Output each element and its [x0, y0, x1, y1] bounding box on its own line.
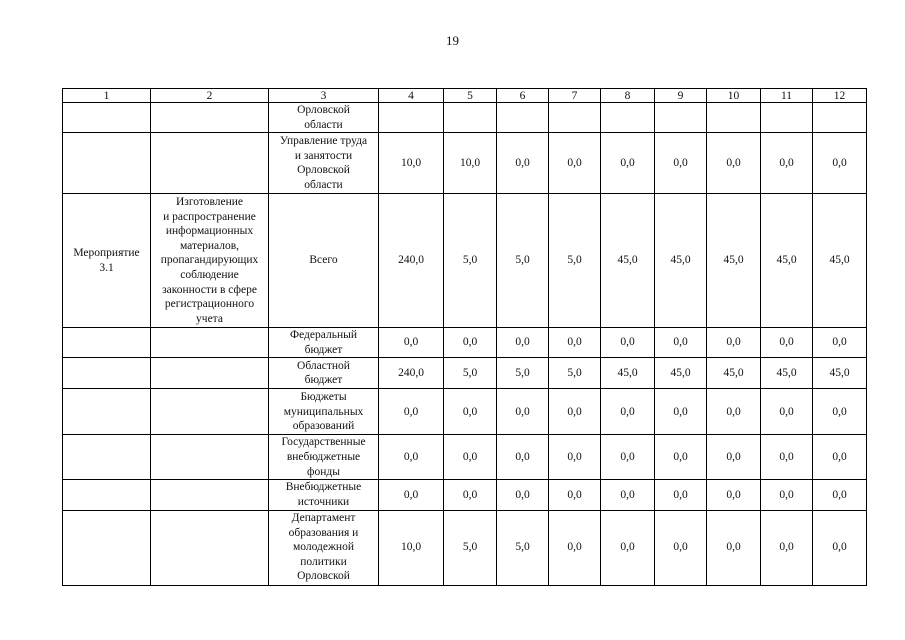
column-header-5: 5: [444, 89, 497, 103]
value-cell-col-10: 0,0: [707, 435, 761, 480]
item-description-cell: Изготовление и распространение информационных материалов, пропагандирующих соблюдение законности в сфере регистрационного учета: [151, 194, 269, 328]
item-description-cell: [151, 510, 269, 585]
value-cell-col-7: 0,0: [549, 328, 601, 358]
value-cell-col-8: 0,0: [601, 435, 655, 480]
value-cell-col-7: 0,0: [549, 133, 601, 194]
table-row: [63, 103, 867, 133]
program-item-cell: [63, 358, 151, 389]
header-row: [63, 89, 867, 103]
funding-source-cell: Орловской области: [269, 103, 379, 133]
column-header-11: 11: [761, 89, 813, 103]
item-description-cell: [151, 435, 269, 480]
value-cell-col-10: 45,0: [707, 358, 761, 389]
value-cell-col-11: 0,0: [761, 435, 813, 480]
value-cell-col-8: 45,0: [601, 194, 655, 328]
value-cell-col-10: 0,0: [707, 328, 761, 358]
column-header-10: 10: [707, 89, 761, 103]
value-cell-col-5: 0,0: [444, 480, 497, 510]
table-body: [63, 103, 867, 586]
value-cell-col-12: 0,0: [813, 328, 867, 358]
table-row: [63, 328, 867, 358]
value-cell-col-10: 0,0: [707, 510, 761, 585]
value-cell-col-6: 0,0: [497, 435, 549, 480]
table-row: [63, 133, 867, 194]
program-item-cell: [63, 328, 151, 358]
value-cell-col-4: 240,0: [379, 358, 444, 389]
value-cell-col-7: [549, 103, 601, 133]
program-item-cell: [63, 510, 151, 585]
value-cell-col-5: [444, 103, 497, 133]
funding-source-cell: Областной бюджет: [269, 358, 379, 389]
value-cell-col-12: 0,0: [813, 435, 867, 480]
value-cell-col-9: 45,0: [655, 358, 707, 389]
value-cell-col-8: 45,0: [601, 358, 655, 389]
value-cell-col-9: 45,0: [655, 194, 707, 328]
item-description-cell: [151, 328, 269, 358]
value-cell-col-8: 0,0: [601, 389, 655, 435]
program-item-cell: Мероприятие 3.1: [63, 194, 151, 328]
value-cell-col-5: 5,0: [444, 358, 497, 389]
table-row: [63, 435, 867, 480]
table-row: [63, 389, 867, 435]
program-item-cell: [63, 133, 151, 194]
item-description-cell: [151, 389, 269, 435]
item-description-cell: [151, 480, 269, 510]
page-number: 19: [446, 33, 459, 48]
value-cell-col-4: 0,0: [379, 480, 444, 510]
value-cell-col-6: 5,0: [497, 510, 549, 585]
column-header-3: 3: [269, 89, 379, 103]
program-item-cell: [63, 435, 151, 480]
value-cell-col-10: [707, 103, 761, 133]
value-cell-col-11: 0,0: [761, 328, 813, 358]
funding-source-cell: Всего: [269, 194, 379, 328]
value-cell-col-7: 0,0: [549, 389, 601, 435]
value-cell-col-9: 0,0: [655, 133, 707, 194]
table-row: [63, 510, 867, 585]
value-cell-col-12: 0,0: [813, 389, 867, 435]
value-cell-col-6: 0,0: [497, 133, 549, 194]
value-cell-col-10: 0,0: [707, 133, 761, 194]
item-description-cell: [151, 133, 269, 194]
value-cell-col-6: [497, 103, 549, 133]
value-cell-col-11: 0,0: [761, 480, 813, 510]
value-cell-col-12: [813, 103, 867, 133]
budget-table: [62, 88, 867, 586]
column-header-7: 7: [549, 89, 601, 103]
funding-source-cell: Федеральный бюджет: [269, 328, 379, 358]
value-cell-col-10: 45,0: [707, 194, 761, 328]
funding-source-cell: Управление труда и занятости Орловской области: [269, 133, 379, 194]
value-cell-col-7: 0,0: [549, 480, 601, 510]
table-row: [63, 194, 867, 328]
program-item-cell: [63, 480, 151, 510]
value-cell-col-6: 0,0: [497, 389, 549, 435]
column-header-12: 12: [813, 89, 867, 103]
value-cell-col-5: 5,0: [444, 510, 497, 585]
column-header-4: 4: [379, 89, 444, 103]
value-cell-col-12: 0,0: [813, 510, 867, 585]
value-cell-col-12: 45,0: [813, 194, 867, 328]
program-item-cell: [63, 103, 151, 133]
value-cell-col-11: 45,0: [761, 194, 813, 328]
value-cell-col-4: 0,0: [379, 435, 444, 480]
table-row: [63, 358, 867, 389]
value-cell-col-9: 0,0: [655, 435, 707, 480]
value-cell-col-8: 0,0: [601, 133, 655, 194]
value-cell-col-5: 5,0: [444, 194, 497, 328]
value-cell-col-6: 0,0: [497, 480, 549, 510]
column-header-6: 6: [497, 89, 549, 103]
value-cell-col-11: 45,0: [761, 358, 813, 389]
column-header-2: 2: [151, 89, 269, 103]
value-cell-col-9: 0,0: [655, 328, 707, 358]
value-cell-col-7: 0,0: [549, 435, 601, 480]
value-cell-col-10: 0,0: [707, 389, 761, 435]
funding-source-cell: Бюджеты муниципальных образований: [269, 389, 379, 435]
value-cell-col-11: 0,0: [761, 133, 813, 194]
value-cell-col-9: 0,0: [655, 389, 707, 435]
value-cell-col-8: 0,0: [601, 480, 655, 510]
funding-source-cell: Департамент образования и молодежной политики Орловской: [269, 510, 379, 585]
value-cell-col-11: 0,0: [761, 389, 813, 435]
value-cell-col-11: 0,0: [761, 510, 813, 585]
value-cell-col-4: 10,0: [379, 133, 444, 194]
program-item-cell: [63, 389, 151, 435]
table-row: [63, 480, 867, 510]
value-cell-col-6: 0,0: [497, 328, 549, 358]
value-cell-col-4: 10,0: [379, 510, 444, 585]
value-cell-col-12: 0,0: [813, 480, 867, 510]
item-description-cell: [151, 103, 269, 133]
value-cell-col-7: 5,0: [549, 194, 601, 328]
value-cell-col-5: 0,0: [444, 435, 497, 480]
value-cell-col-5: 0,0: [444, 389, 497, 435]
value-cell-col-12: 0,0: [813, 133, 867, 194]
value-cell-col-11: [761, 103, 813, 133]
column-header-8: 8: [601, 89, 655, 103]
value-cell-col-12: 45,0: [813, 358, 867, 389]
funding-source-cell: Государственные внебюджетные фонды: [269, 435, 379, 480]
value-cell-col-7: 5,0: [549, 358, 601, 389]
value-cell-col-4: [379, 103, 444, 133]
value-cell-col-8: [601, 103, 655, 133]
value-cell-col-8: 0,0: [601, 328, 655, 358]
value-cell-col-5: 10,0: [444, 133, 497, 194]
value-cell-col-9: [655, 103, 707, 133]
value-cell-col-10: 0,0: [707, 480, 761, 510]
funding-source-cell: Внебюджетные источники: [269, 480, 379, 510]
value-cell-col-4: 0,0: [379, 328, 444, 358]
value-cell-col-4: 0,0: [379, 389, 444, 435]
value-cell-col-5: 0,0: [444, 328, 497, 358]
value-cell-col-9: 0,0: [655, 510, 707, 585]
value-cell-col-4: 240,0: [379, 194, 444, 328]
column-header-1: 1: [63, 89, 151, 103]
column-header-9: 9: [655, 89, 707, 103]
value-cell-col-6: 5,0: [497, 358, 549, 389]
value-cell-col-7: 0,0: [549, 510, 601, 585]
value-cell-col-6: 5,0: [497, 194, 549, 328]
value-cell-col-8: 0,0: [601, 510, 655, 585]
item-description-cell: [151, 358, 269, 389]
value-cell-col-9: 0,0: [655, 480, 707, 510]
